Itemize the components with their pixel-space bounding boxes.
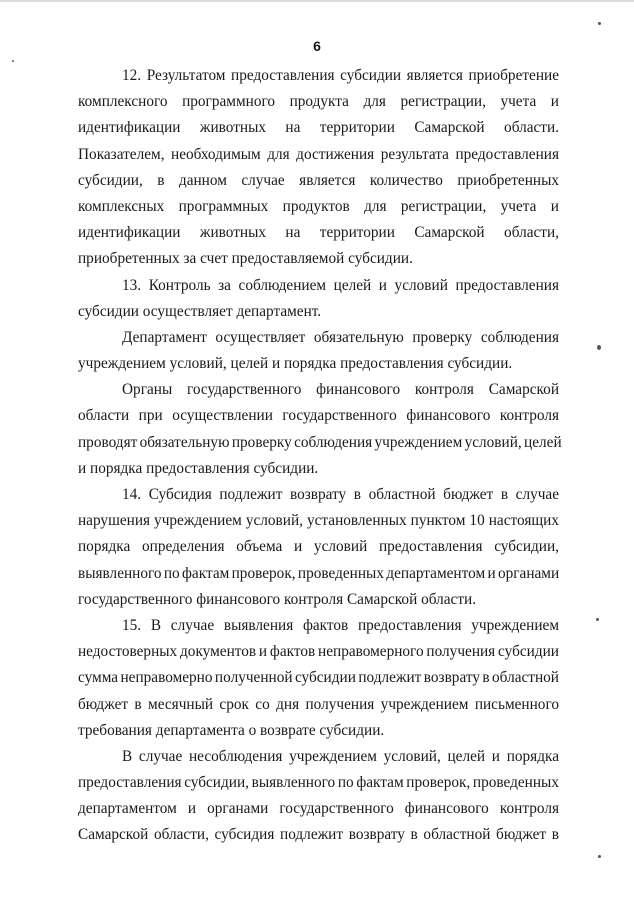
document-body	[78, 65, 562, 851]
text-line-content: выявленного по фактам проверок, проведенных департаментом и органами	[78, 564, 560, 582]
page-number: 6	[313, 38, 321, 54]
text-line	[78, 275, 559, 301]
text-line-content: проводят обязательную проверку соблюдения учреждением условий, целей	[78, 433, 562, 451]
text-line-content: области при осуществлении государственного финансового контроля	[78, 407, 559, 425]
text-line	[78, 222, 559, 248]
text-line-content: субсидии осуществляет департамент.	[78, 302, 322, 320]
text-line	[78, 432, 562, 458]
text-line	[78, 484, 559, 510]
text-line-content: 13. Контроль за соблюдением целей и условий предоставления	[122, 276, 559, 294]
text-line-content: Департамент осуществляет обязательную проверку соблюдения	[122, 328, 559, 346]
text-line	[78, 589, 559, 615]
text-line	[78, 196, 559, 222]
text-line	[78, 720, 559, 746]
text-line	[78, 170, 559, 196]
text-line-content: субсидии, в данном случае является количество приобретенных	[78, 171, 559, 189]
text-line	[78, 824, 559, 850]
text-line-content: требования департамента о возврате субсидии.	[78, 721, 385, 739]
text-line-content: департаментом и органами государственного финансового контроля	[78, 800, 559, 818]
scan-speck	[596, 618, 599, 621]
text-line-content: комплексных программных продуктов для регистрации, учета и	[78, 197, 559, 215]
text-line-content: нарушения учреждением условий, установленных пунктом 10 настоящих	[78, 512, 559, 530]
text-line	[78, 65, 559, 91]
text-line-content: предоставления субсидии, выявленного по фактам проверок, проведенных	[78, 774, 559, 792]
text-line-content: В случае несоблюдения учреждением условий, целей и порядка	[122, 747, 559, 765]
text-line	[78, 117, 559, 143]
text-line	[78, 301, 559, 327]
scan-speck	[598, 855, 601, 858]
scan-speck	[12, 60, 14, 62]
text-line-content: бюджет в месячный срок со дня получения учреждением письменного	[78, 695, 559, 713]
text-line-content: учреждением условий, целей и порядка предоставления субсидии.	[78, 355, 513, 373]
text-line	[78, 536, 559, 562]
text-line	[78, 327, 559, 353]
text-line	[78, 91, 559, 117]
text-line	[78, 772, 559, 798]
text-line	[78, 798, 559, 824]
text-line	[78, 746, 559, 772]
text-line-content: Самарской области, субсидия подлежит возврату в областной бюджет в	[78, 826, 559, 844]
text-line	[78, 379, 559, 405]
text-line-content: 14. Субсидия подлежит возврату в областной бюджет в случае	[122, 486, 559, 503]
text-line	[78, 615, 559, 641]
text-line	[78, 694, 559, 720]
text-line	[78, 641, 559, 667]
text-line-content: сумма неправомерно полученной субсидии подлежит возврату в областной	[78, 669, 559, 687]
text-line	[78, 667, 559, 693]
text-line-content: Показателем, необходимым для достижения результата предоставления	[78, 145, 559, 163]
text-line	[78, 405, 559, 431]
text-line-content: и порядка предоставления субсидии.	[78, 459, 319, 477]
text-line-content: государственного финансового контроля Самарской области.	[78, 590, 477, 608]
text-line-content: 15. В случае выявления фактов предоставления учреждением	[122, 616, 559, 634]
text-line	[78, 510, 559, 536]
text-line	[78, 563, 559, 589]
text-line-content: идентификации животных на территории Самарской области,	[78, 224, 559, 242]
text-line	[78, 248, 559, 274]
text-line	[78, 144, 559, 170]
text-line-content: недостоверных документов и фактов неправомерного получения субсидии	[78, 643, 559, 661]
text-line-content: порядка определения объема и условий предоставления субсидии,	[78, 538, 559, 556]
text-line	[78, 458, 559, 484]
text-line-content: приобретенных за счет предоставляемой субсидии.	[78, 250, 413, 268]
text-line-content: идентификации животных на территории Самарской области.	[78, 119, 559, 137]
scan-speck	[598, 22, 601, 25]
scan-edge	[0, 0, 634, 2]
text-line-content: комплексного программного продукта для регистрации, учета и	[78, 93, 559, 111]
text-line-content: Органы государственного финансового контроля Самарской	[122, 381, 559, 399]
text-line	[78, 353, 559, 379]
scan-speck	[597, 345, 601, 350]
text-line-content: 12. Результатом предоставления субсидии является приобретение	[122, 67, 559, 84]
